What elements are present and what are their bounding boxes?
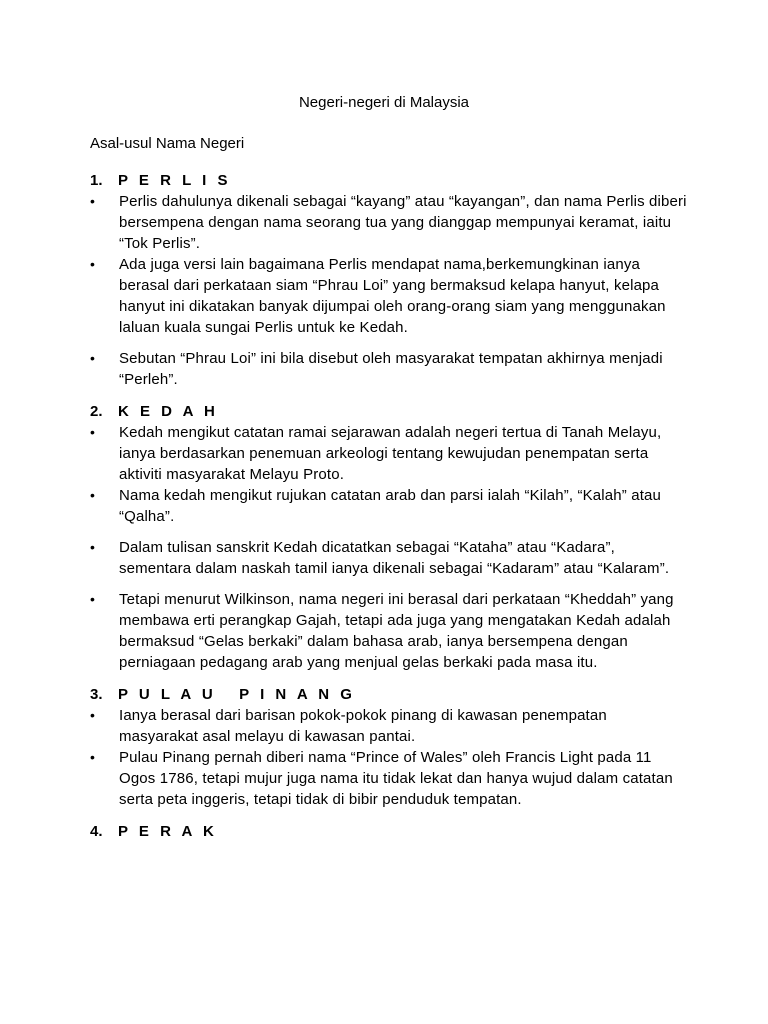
list-item: • Dalam tulisan sanskrit Kedah dicatatkan sebagai “Kataha” atau “Kadara”, sementara dalam naskah tamil ianya dikenali sebagai “Kadaram” atau “Kalaram”. — [90, 537, 690, 579]
section-name: P E R L I S — [118, 172, 231, 189]
section-heading-kedah — [90, 401, 690, 422]
list-item: • Ada juga versi lain bagaimana Perlis mendapat nama,berkemungkinan ianya berasal dari perkataan siam “Phrau Loi” yang bermaksud kelapa hanyut, kelapa hanyut ini dikatakan banyak dijumpai oleh orang-orang siam yang menggunakan laluan kuala sungai Perlis untuk ke Kedah. — [90, 254, 690, 338]
bullet-list-kedah-3 — [90, 589, 690, 673]
section-name: P U L A U P I N A N G — [118, 686, 356, 703]
bullet-list-kedah — [90, 422, 690, 527]
section-heading-perak — [90, 821, 690, 842]
list-item: • Pulau Pinang pernah diberi nama “Prince of Wales” oleh Francis Light pada 11 Ogos 1786, tetapi mujur juga nama itu tidak lekat dan hanya wujud dalam catatan serta peta inggeris, tetapi tidak di bibir penduduk tempatan. — [90, 747, 690, 810]
list-item: • Ianya berasal dari barisan pokok-pokok pinang di kawasan penempatan masyarakat asal melayu di kawasan pantai. — [90, 705, 690, 747]
bullet-list-pulau-pinang — [90, 705, 690, 810]
bullet-list-kedah-2 — [90, 537, 690, 579]
bullet-list-perlis — [90, 191, 690, 338]
section-name: K E D A H — [118, 403, 219, 420]
section-heading-pulau-pinang — [90, 684, 690, 705]
list-item: • Perlis dahulunya dikenali sebagai “kayang” atau “kayangan”, dan nama Perlis diberi bersempena dengan nama seorang tua yang dianggap mempunyai keramat, iaitu “Tok Perlis”. — [90, 191, 690, 254]
section-heading-perlis — [90, 170, 690, 191]
list-item: • Kedah mengikut catatan ramai sejarawan adalah negeri tertua di Tanah Melayu, ianya berdasarkan penemuan arkeologi tentang kewujudan penempatan serta aktiviti masyarakat Melayu Proto. — [90, 422, 690, 485]
section-number: 3. — [90, 686, 103, 703]
section-number: 4. — [90, 823, 103, 840]
section-number: 1. — [90, 172, 103, 189]
list-item: • Tetapi menurut Wilkinson, nama negeri ini berasal dari perkataan “Kheddah” yang membawa erti perangkap Gajah, tetapi ada juga yang mengatakan Kedah adalah bermaksud “Gelas berkaki” dalam bahasa arab, ianya bersempena dengan perniagaan pedagang arab yang menjual gelas berkaki pada masa itu. — [90, 589, 690, 673]
bullet-list-perlis-2 — [90, 348, 690, 390]
section-number: 2. — [90, 403, 103, 420]
page-title: Negeri-negeri di Malaysia — [298, 94, 470, 111]
page-subtitle: Asal-usul Nama Negeri — [90, 135, 245, 152]
list-item: • Nama kedah mengikut rujukan catatan arab dan parsi ialah “Kilah”, “Kalah” atau “Qalha”. — [90, 485, 690, 527]
section-name: P E R A K — [118, 823, 218, 840]
document-body — [90, 170, 690, 842]
list-item: • Sebutan “Phrau Loi” ini bila disebut oleh masyarakat tempatan akhirnya menjadi “Perleh”. — [90, 348, 690, 390]
